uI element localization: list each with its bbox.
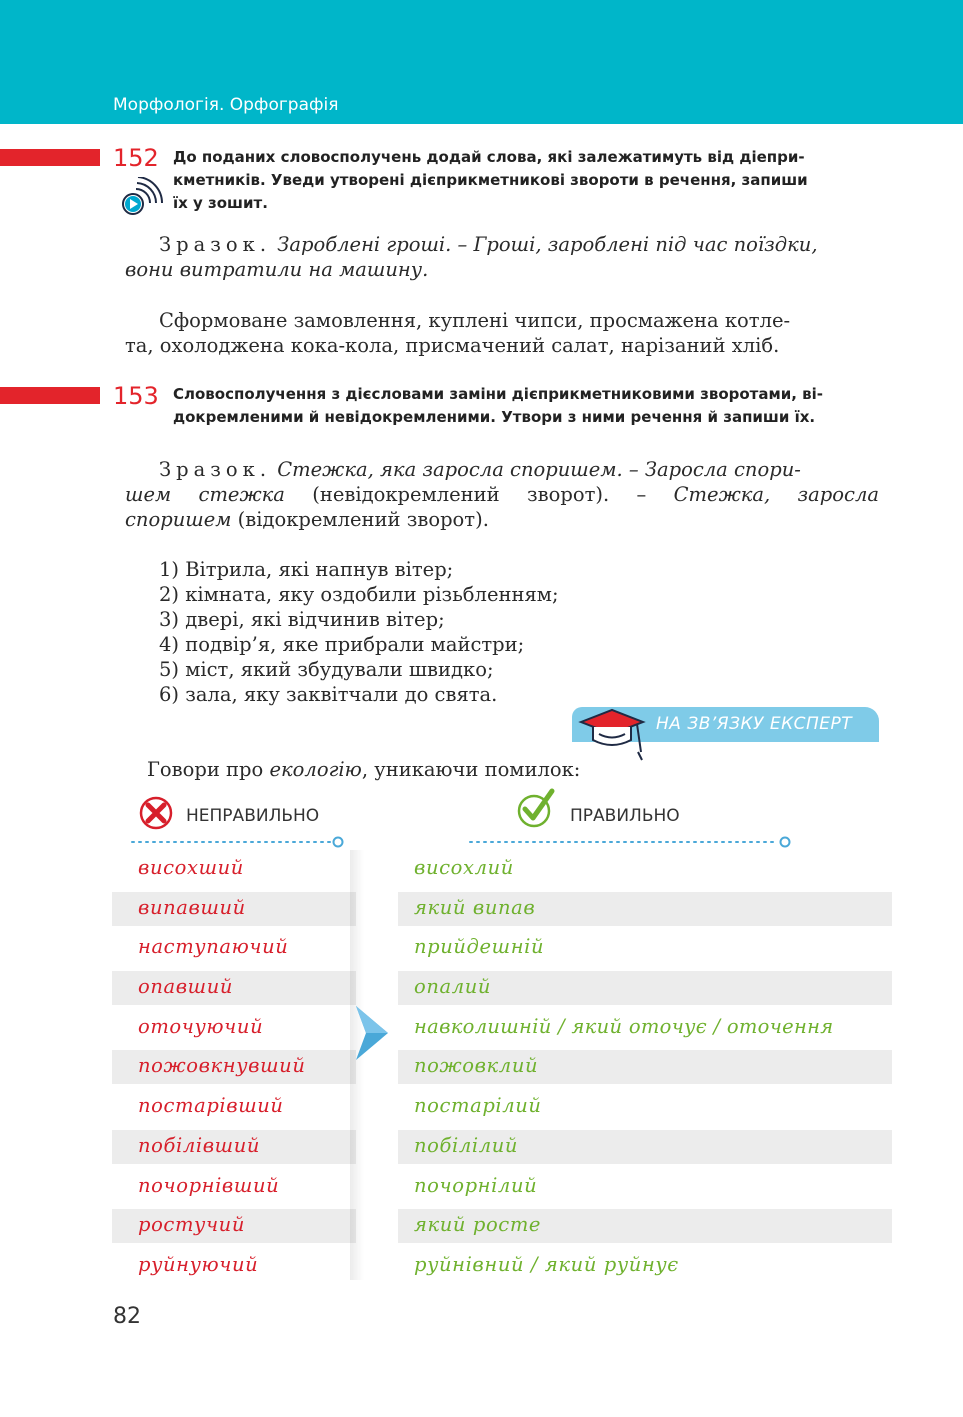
expert-badge-label: НА ЗВ’ЯЗКУ ЕКСПЕРТ — [656, 714, 853, 734]
chevron-right-icon — [354, 1004, 390, 1062]
wrong-word: руйнуючий — [138, 1253, 259, 1276]
wrong-word: висохший — [138, 856, 244, 879]
sample-text: шем стежка — [125, 483, 285, 506]
dotted-divider — [130, 836, 346, 848]
right-word: постарілий — [414, 1094, 542, 1117]
task-line: їх у зошит. — [173, 194, 268, 212]
list-item: 6) зала, яку заквітчали до свята. — [159, 683, 498, 706]
list-item: 2) кімната, яку оздобили різьбленням; — [159, 583, 559, 606]
wrong-word: опавший — [138, 975, 234, 998]
cross-icon — [138, 795, 174, 831]
exercise-marker-bar — [0, 387, 100, 404]
right-word: почорнілий — [414, 1174, 538, 1197]
right-word: який випав — [414, 896, 536, 919]
sample-text: Стежка, яка заросла споришем. – Заросла спори- — [277, 458, 801, 481]
word-combinations — [125, 308, 879, 358]
wrong-word: випавший — [138, 896, 246, 919]
sample-note: (відокремлений зворот). — [237, 508, 489, 531]
task-line: кметників. Уведи утворені дієприкметникові звороти в речення, запиши — [173, 171, 808, 189]
exercise-task — [173, 383, 879, 429]
sample-paragraph — [125, 457, 879, 532]
wrong-word: постарівший — [138, 1094, 284, 1117]
right-word: який росте — [414, 1213, 542, 1236]
exercise-number: 153 — [113, 382, 159, 410]
sample-text: Зароблені гроші. – Гроші, зароблені під час поїздки, — [277, 233, 818, 256]
expert-intro — [147, 758, 580, 781]
page-header — [0, 0, 963, 124]
graduation-cap-icon — [577, 700, 647, 762]
page-number: 82 — [113, 1304, 141, 1329]
wrong-word: ростучий — [138, 1213, 245, 1236]
intro-text: Говори про — [147, 758, 264, 781]
wrong-word: почорнівший — [138, 1174, 280, 1197]
exercise-marker-bar — [0, 149, 100, 166]
exercise-number: 152 — [113, 144, 159, 172]
intro-text: , уникаючи помилок: — [361, 758, 581, 781]
wrong-word: побілівший — [138, 1134, 261, 1157]
task-line: Словосполучення з дієсловами заміни дієприкметниковими зворотами, ві- — [173, 385, 824, 403]
intro-emphasis: екологію — [269, 758, 362, 781]
wrong-word: оточуючий — [138, 1015, 264, 1038]
right-word: руйнівний / який руйнує — [414, 1253, 679, 1276]
checkmark-icon — [516, 787, 556, 829]
section-title: Морфологія. Орфографія — [113, 95, 339, 115]
dotted-divider — [468, 836, 794, 848]
list-item: 1) Вітрила, які напнув вітер; — [159, 558, 454, 581]
exercise-task — [173, 146, 879, 215]
task-line: До поданих словосполучень додай слова, які залежатимуть від діепри- — [173, 148, 805, 166]
sample-text: споришем — [125, 508, 232, 531]
column-divider — [350, 850, 364, 1280]
text-line: та, охолоджена кока-кола, присмачений салат, нарізаний хліб. — [125, 334, 780, 357]
sample-label: Зразок. — [159, 233, 272, 256]
audio-play-icon[interactable] — [120, 177, 164, 219]
list-item: 3) двері, які відчинив вітер; — [159, 608, 445, 631]
wrong-word: наступаючий — [138, 935, 289, 958]
sample-paragraph — [125, 232, 879, 282]
wrong-word: пожовкнувший — [138, 1054, 306, 1077]
right-word: побілілий — [414, 1134, 519, 1157]
list-item: 5) міст, який збудували швидко; — [159, 658, 494, 681]
right-word: навколишній / який оточує / оточення — [414, 1015, 834, 1038]
exercise-list — [159, 557, 559, 707]
sample-note: (невідокремлений зворот). – — [312, 483, 647, 506]
sample-label: Зразок. — [159, 458, 272, 481]
task-line: докремленими й невідокремленими. Утвори з ними речення й запиши їх. — [173, 408, 816, 426]
text-line: Сформоване замовлення, куплені чипси, просмажена котле- — [159, 309, 791, 332]
wrong-header: НЕПРАВИЛЬНО — [186, 806, 320, 826]
right-word: опалий — [414, 975, 492, 998]
right-word: висохлий — [414, 856, 514, 879]
right-word: пожовклий — [414, 1054, 539, 1077]
list-item: 4) подвір’я, яке прибрали майстри; — [159, 633, 525, 656]
sample-text: вони витратили на машину. — [125, 258, 429, 281]
sample-text: Стежка, заросла — [673, 483, 879, 506]
right-word: прийдешній — [414, 935, 545, 958]
right-header: ПРАВИЛЬНО — [570, 806, 680, 826]
